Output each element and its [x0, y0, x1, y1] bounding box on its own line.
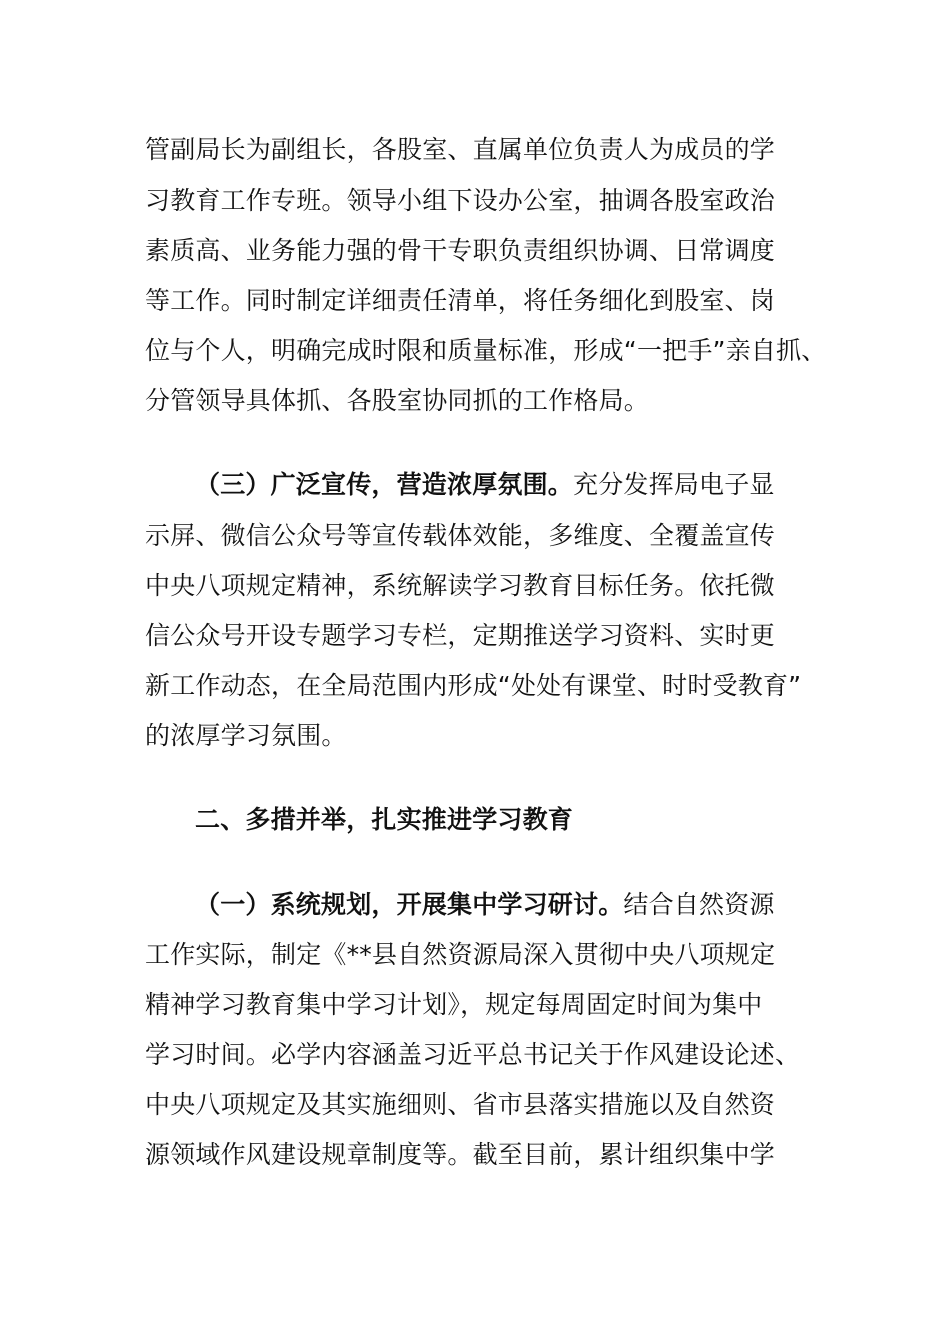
paragraph-3-line-2: 工作实际，制定《**县自然资源局深入贯彻中央八项规定 [145, 940, 776, 969]
paragraph-1-line-5: 位与个人，明确完成时限和质量标准，形成“一把手”亲自抓、 [145, 336, 827, 365]
paragraph-1-line-6: 分管领导具体抓、各股室协同抓的工作格局。 [145, 386, 650, 415]
paragraph-3-first-line-text: 结合自然资源 [623, 890, 775, 919]
paragraph-3-line-4: 学习时间。必学内容涵盖习近平总书记关于作风建设论述、 [145, 1040, 801, 1069]
paragraph-3-line-5: 中央八项规定及其实施细则、省市县落实措施以及自然资 [145, 1090, 776, 1119]
paragraph-3-line-6: 源领域作风建设规章制度等。截至目前，累计组织集中学 [145, 1140, 776, 1169]
paragraph-2-heading: （三）广泛宣传，营造浓厚氛围。 [195, 470, 574, 499]
paragraph-1-line-4: 等工作。同时制定详细责任清单，将任务细化到股室、岗 [145, 286, 776, 315]
paragraph-2-line-2: 示屏、微信公众号等宣传载体效能，多维度、全覆盖宣传 [145, 521, 776, 550]
paragraph-1-line-1: 管副局长为副组长，各股室、直属单位负责人为成员的学 [145, 135, 776, 164]
paragraph-2-line-6: 的浓厚学习氛围。 [145, 721, 347, 750]
paragraph-2-line-4: 信公众号开设专题学习专栏，定期推送学习资料、实时更 [145, 621, 776, 650]
paragraph-3-heading: （一）系统规划，开展集中学习研讨。 [195, 890, 624, 919]
paragraph-2-first-line [195, 468, 775, 502]
paragraph-2-first-line-text: 充分发挥局电子显 [573, 470, 775, 499]
paragraph-3-first-line [195, 888, 775, 922]
paragraph-2-line-5: 新工作动态，在全局范围内形成“处处有课堂、时时受教育” [145, 671, 802, 700]
section-heading: 二、多措并举，扎实推进学习教育 [195, 805, 574, 834]
paragraph-1-line-2: 习教育工作专班。领导小组下设办公室，抽调各股室政治 [145, 186, 776, 215]
paragraph-1-line-3: 素质高、业务能力强的骨干专职负责组织协调、日常调度 [145, 236, 776, 265]
paragraph-3-line-3: 精神学习教育集中学习计划》，规定每周固定时间为集中 [145, 990, 763, 1019]
paragraph-2-line-3: 中央八项规定精神，系统解读学习教育目标任务。依托微 [145, 571, 776, 600]
